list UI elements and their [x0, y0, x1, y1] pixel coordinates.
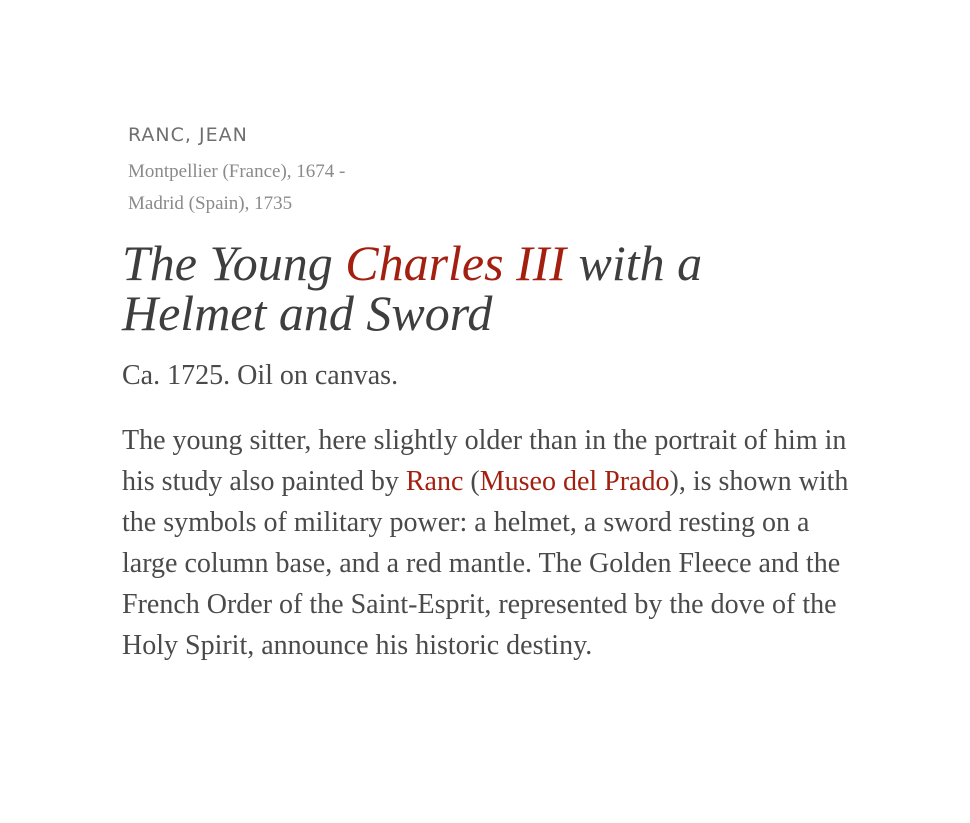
artwork-description: [122, 420, 867, 666]
artist-name: RANC, JEAN: [128, 124, 248, 146]
museo-del-prado-link[interactable]: Museo del Prado: [479, 466, 670, 497]
artist-birth: Montpellier (France), 1674 -: [128, 161, 346, 182]
charles-iii-link[interactable]: Charles III: [345, 235, 567, 291]
title-suffix: with a Helmet and Sword: [122, 235, 703, 341]
title-prefix: The Young: [122, 235, 346, 291]
artwork-entry: [122, 120, 882, 666]
description-text-3: ), is shown with the symbols of military power: a helmet, a sword resting on a large column base, and a red mantle. The Golden Fleece and the French Order of the Saint-Esprit, represented by the dove of the Holy Spirit, announce his historic destiny.: [122, 466, 849, 661]
artwork-title: [122, 235, 742, 341]
ranc-link[interactable]: Ranc: [405, 466, 464, 497]
date-medium: Ca. 1725. Oil on canvas.: [122, 360, 399, 391]
description-text-2: (: [463, 466, 480, 497]
artist-death: Madrid (Spain), 1735: [128, 193, 293, 214]
description-text-1: The young sitter, here slightly older than in the portrait of him in his study also painted by: [122, 425, 847, 497]
artist-lifespan: [128, 156, 882, 220]
